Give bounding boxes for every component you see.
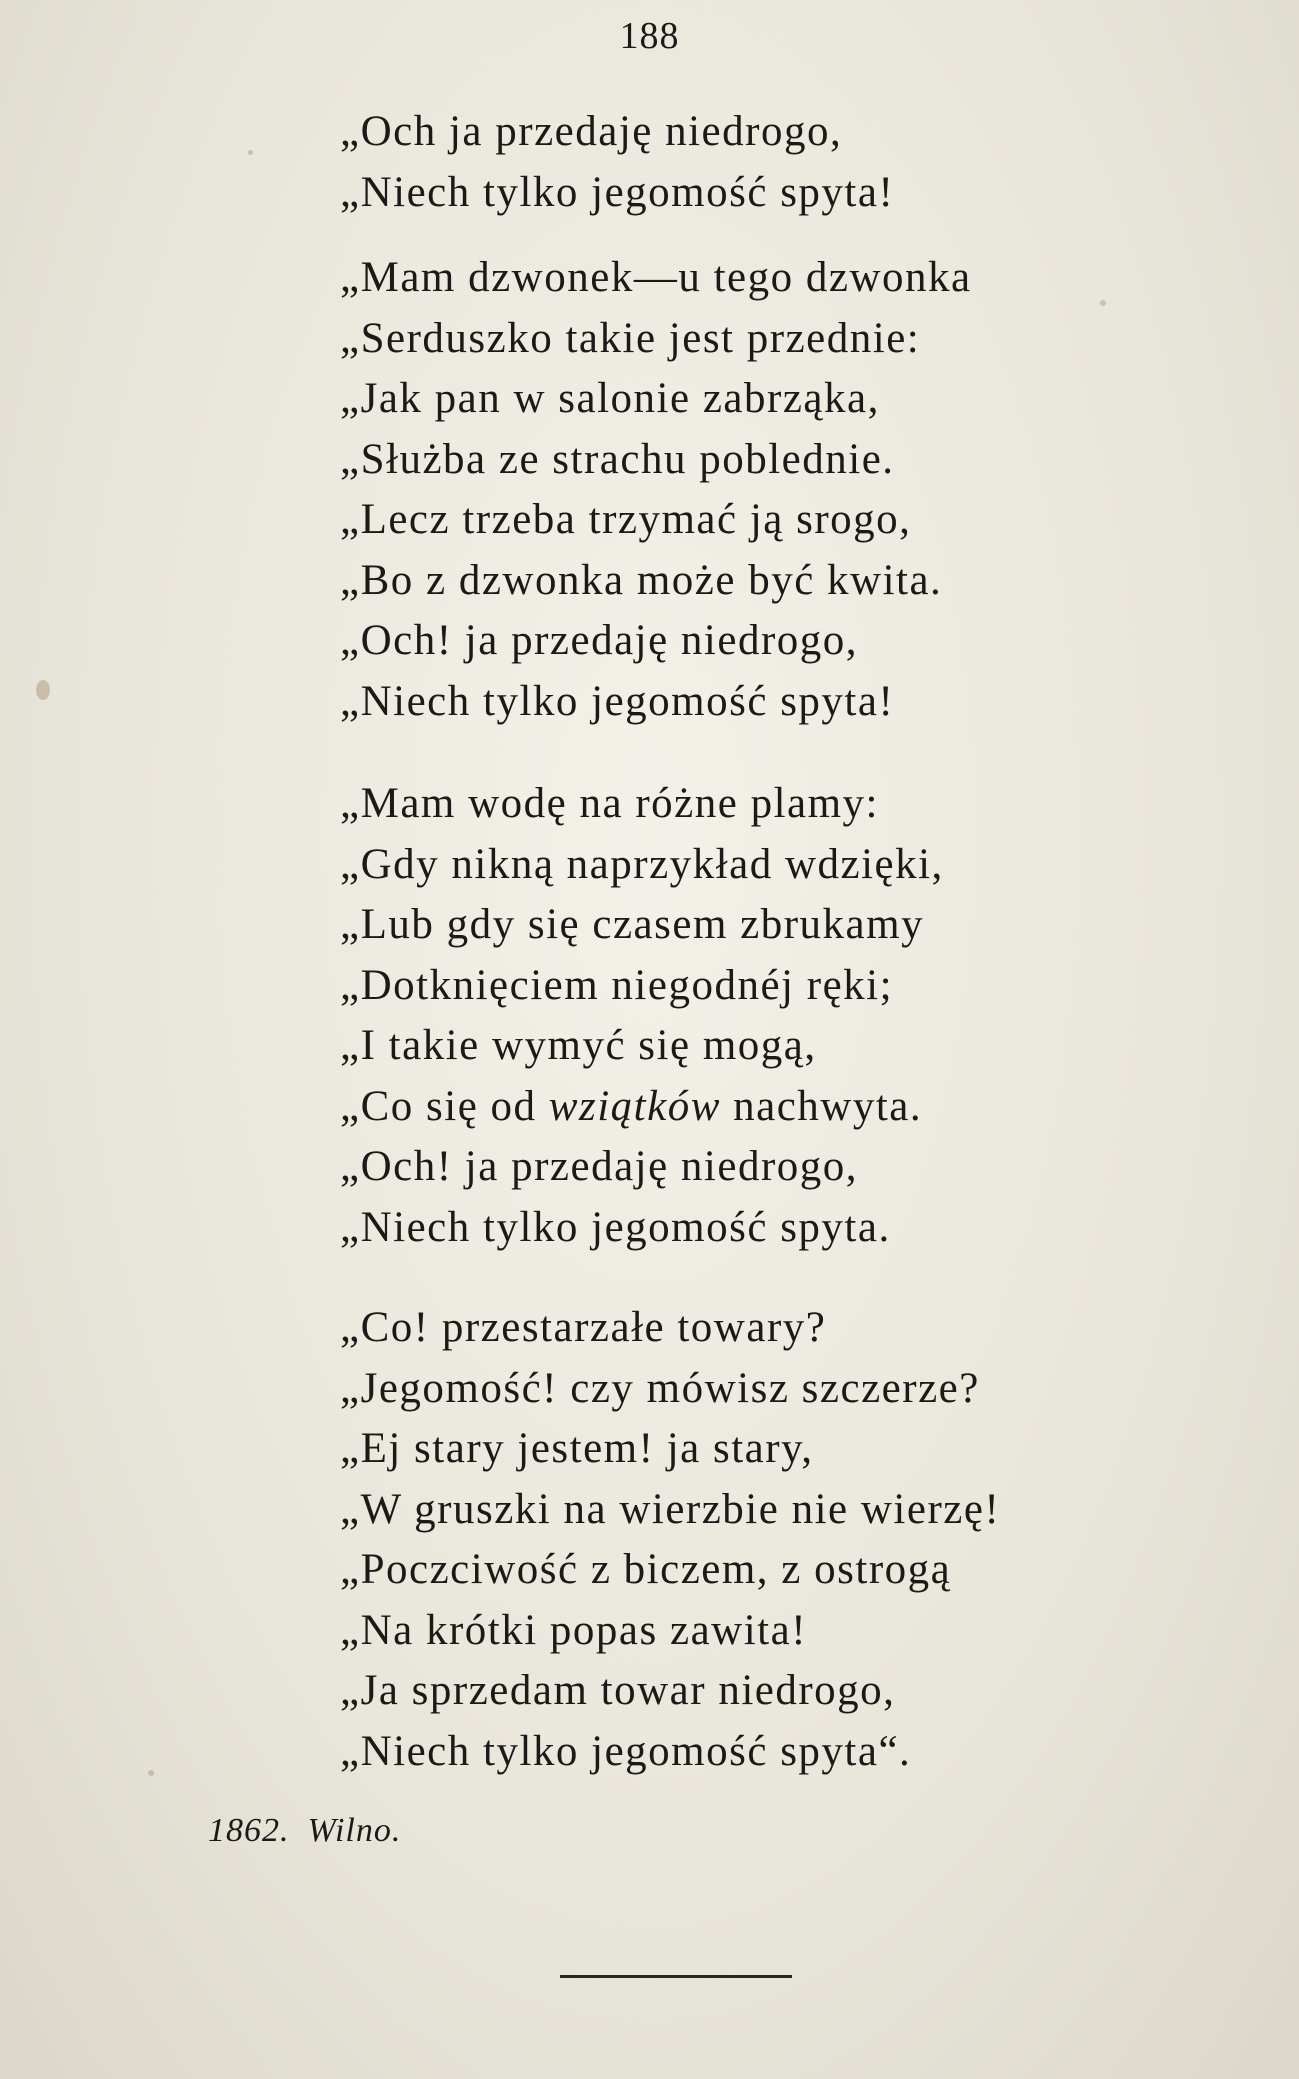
poem-line: „Och! ja przedaję niedrogo, bbox=[340, 617, 859, 664]
poem-line: „Lecz trzeba trzymać ją srogo, bbox=[340, 496, 912, 543]
poem-line: „Co! przestarzałe towary? bbox=[340, 1304, 827, 1351]
poem-line: „Służba ze strachu pobledniе. bbox=[340, 435, 895, 483]
closing-rule bbox=[560, 1975, 792, 1978]
poem bbox=[340, 102, 1200, 1782]
paper-stain bbox=[248, 150, 253, 155]
poem-line: „Ja sprzedam towar niedrogo, bbox=[340, 1667, 896, 1714]
poem-line: „Niech tylko jegomość spyta“. bbox=[340, 1727, 912, 1775]
stanza-2 bbox=[340, 248, 1200, 732]
poem-line: „I takie wymyć się mogą, bbox=[340, 1022, 817, 1069]
poem-line: „Mam wodę na różne plamy: bbox=[340, 780, 879, 827]
paper-stain bbox=[36, 680, 50, 700]
italic-word: wziątków bbox=[548, 1082, 721, 1130]
poem-line bbox=[340, 1077, 1200, 1138]
paper-stain bbox=[148, 1770, 154, 1776]
poem-line: „Jegomość! czy mówisz szczerze? bbox=[340, 1364, 980, 1412]
poem-line: „Gdy nikną naprzykład wdzięki, bbox=[340, 840, 944, 888]
signature-year: 1862. bbox=[208, 1812, 290, 1849]
poem-line: „Poczciwość z biczem, z ostrogą bbox=[340, 1546, 952, 1593]
stanza-1 bbox=[340, 102, 1200, 223]
stanza-4 bbox=[340, 1298, 1200, 1782]
poem-line: „Dotknięciem niegodnéj ręki; bbox=[340, 961, 894, 1009]
poem-line: „Niech tylko jegomość spyta. bbox=[340, 1203, 891, 1251]
poem-line: „Och! ja przedaję niedrogo, bbox=[340, 1143, 859, 1190]
stanza-3 bbox=[340, 774, 1200, 1258]
poem-line: „Jak pan w salonie zabrząka, bbox=[340, 375, 880, 422]
signature bbox=[208, 1812, 401, 1850]
poem-line: „Mam dzwonek—u tego dzwonka bbox=[340, 254, 972, 301]
poem-line: „Och ja przedaję niedrogo, bbox=[340, 108, 843, 155]
poem-line: „Ej stary jestem! ja stary, bbox=[340, 1425, 814, 1472]
poem-line: „Niech tylko jegomość spyta! bbox=[340, 677, 895, 725]
signature-place: Wilno. bbox=[307, 1812, 402, 1849]
poem-line-end: nachwyta. bbox=[720, 1082, 923, 1130]
poem-line: „W gruszki na wierzbie nie wierzę! bbox=[340, 1485, 1001, 1533]
poem-line: „Lub gdy się czasem zbrukamy bbox=[340, 901, 925, 948]
paper-stain bbox=[1100, 300, 1106, 306]
poem-line-start: „Co się od bbox=[340, 1082, 549, 1130]
page-number: 188 bbox=[619, 15, 680, 57]
poem-line: „Niech tylko jegomość spyta! bbox=[340, 168, 895, 216]
poem-line: „Na krótki popas zawita! bbox=[340, 1606, 808, 1654]
poem-line: „Serduszko takie jest przednie: bbox=[340, 314, 921, 362]
poem-line: „Bo z dzwonka może być kwita. bbox=[340, 556, 943, 604]
